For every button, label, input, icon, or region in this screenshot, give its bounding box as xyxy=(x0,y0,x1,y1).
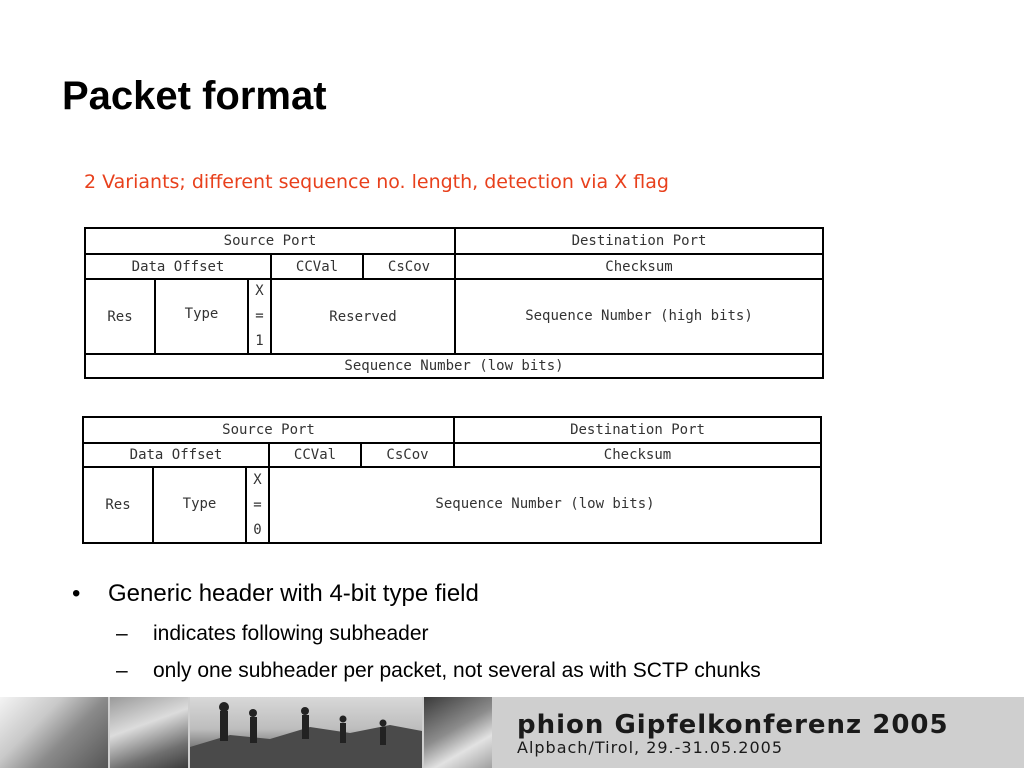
cscov-field: CsCov xyxy=(386,447,429,463)
photo-strip-mountain xyxy=(424,697,492,768)
bullet-marker: • xyxy=(72,580,81,607)
data-offset-field: Data Offset xyxy=(131,258,225,275)
sub-bullet-text: indicates following subheader xyxy=(153,622,429,645)
checksum-field: Checksum xyxy=(603,447,672,463)
x-flag-char: = xyxy=(253,496,262,513)
res-field: Res xyxy=(105,497,131,513)
photo-strip-climber xyxy=(110,697,188,768)
x-flag-char: X xyxy=(253,471,262,488)
source-port-field: Source Port xyxy=(222,422,315,438)
sequence-high-field: Sequence Number (high bits) xyxy=(525,307,753,324)
photo-strip-skier xyxy=(0,697,108,768)
x-flag-char: 1 xyxy=(255,333,264,349)
reserved-field: Reserved xyxy=(329,308,397,325)
packet-diagram-x1 xyxy=(84,227,824,379)
ccval-field: CCVal xyxy=(293,447,337,463)
sequence-low-field: Sequence Number (low bits) xyxy=(435,496,655,512)
bullet-text: Generic header with 4-bit type field xyxy=(108,580,479,607)
photo-strip-hikers xyxy=(190,697,422,768)
footer-banner xyxy=(0,697,1024,768)
destination-port-field: Destination Port xyxy=(570,422,705,438)
ccval-field: CCVal xyxy=(295,258,339,275)
x-flag-char: 0 xyxy=(253,521,262,538)
sub-bullet-text: only one subheader per packet, not several as with SCTP chunks xyxy=(153,659,761,682)
data-offset-field: Data Offset xyxy=(129,447,223,463)
destination-port-field: Destination Port xyxy=(571,233,707,249)
sequence-low-field: Sequence Number (low bits) xyxy=(344,358,564,374)
type-field: Type xyxy=(182,496,217,512)
packet-diagram-x0 xyxy=(82,416,822,544)
x-flag-char: = xyxy=(255,308,264,324)
source-port-field: Source Port xyxy=(223,233,317,249)
page-title: Packet format xyxy=(62,74,327,118)
type-field: Type xyxy=(184,305,219,322)
dash-marker: – xyxy=(116,659,128,682)
footer-brand: phion Gipfelkonferenz 2005 xyxy=(517,710,949,740)
checksum-field: Checksum xyxy=(605,258,673,275)
hikers-silhouette-icon xyxy=(190,697,422,768)
x-flag-char: X xyxy=(255,283,264,299)
dash-marker: – xyxy=(116,622,128,645)
cscov-field: CsCov xyxy=(387,258,431,275)
res-field: Res xyxy=(107,308,133,325)
slide-subtitle: 2 Variants; different sequence no. length, detection via X flag xyxy=(84,171,669,193)
x-flag-field xyxy=(249,280,270,353)
x-flag-field xyxy=(247,468,268,542)
footer-location-date: Alpbach/Tirol, 29.-31.05.2005 xyxy=(517,738,784,757)
